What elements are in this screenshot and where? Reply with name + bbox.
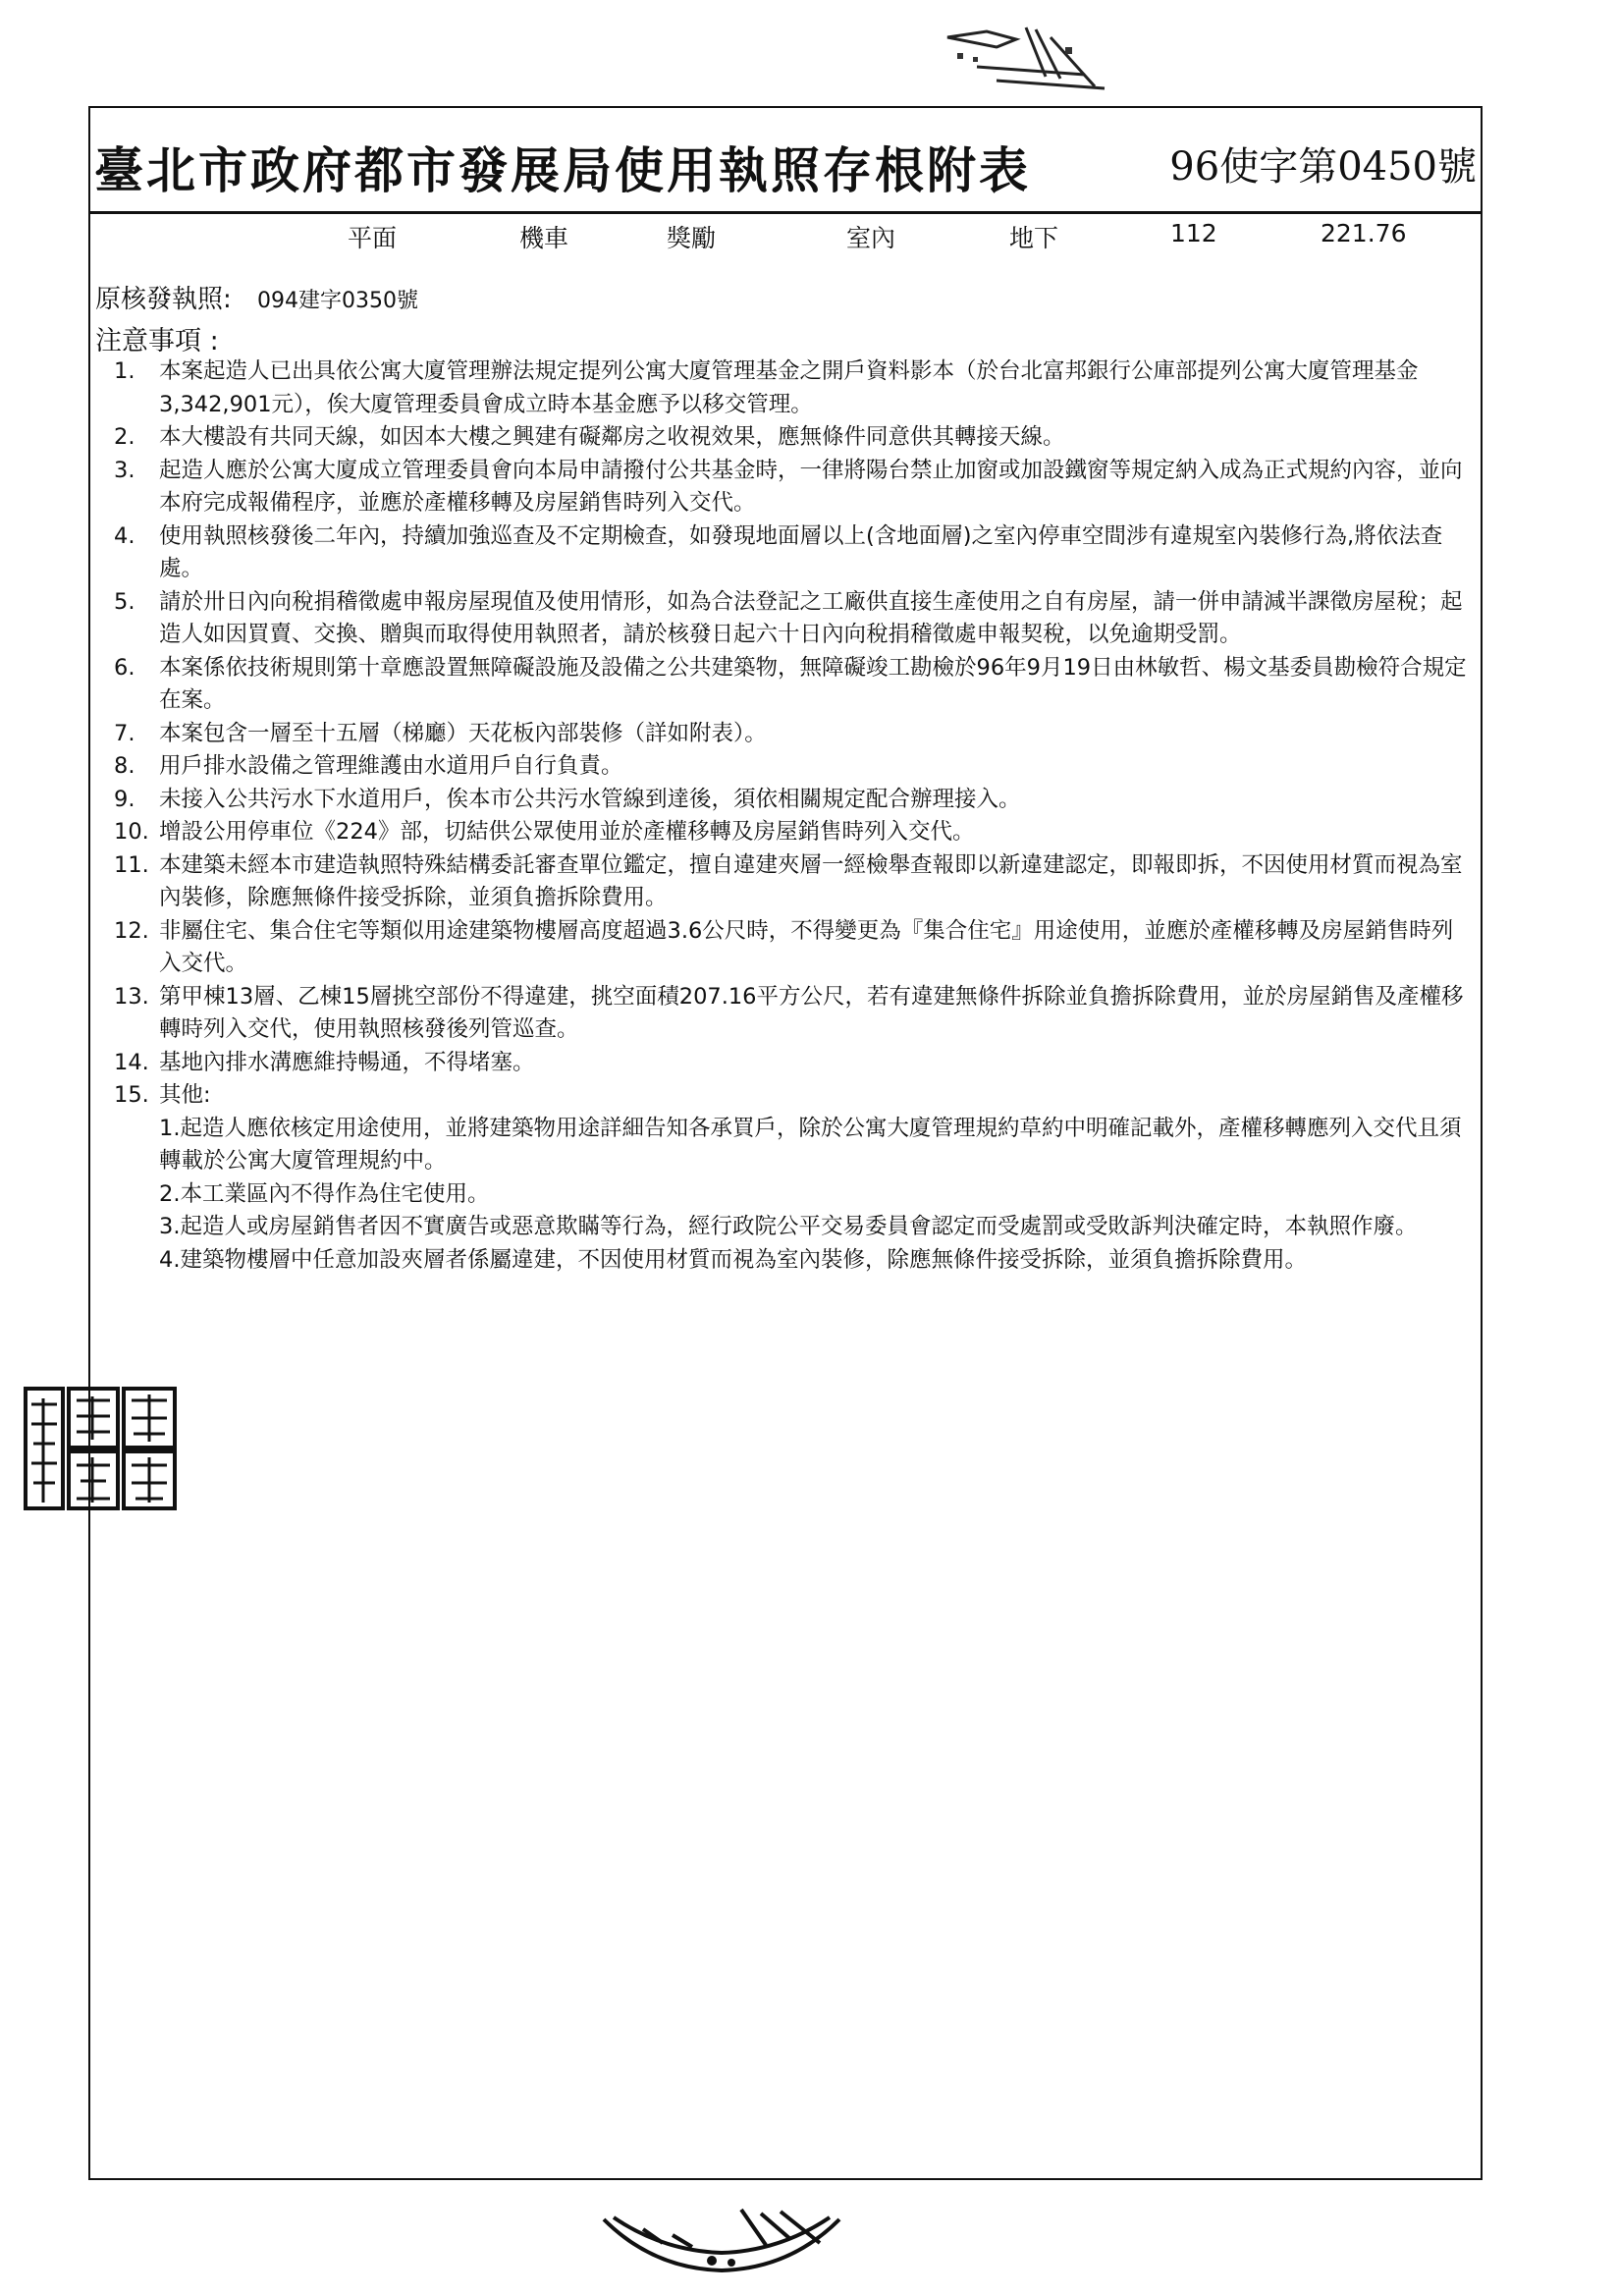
notes-heading: 注意事項 : [95,326,219,356]
note-number: 6. [114,654,135,681]
note-number: 4. [114,522,135,549]
note-number: 3. [114,457,135,483]
note-item [90,520,1473,586]
other-item [159,1178,1473,1212]
bottom-stamp-mark [594,2200,849,2278]
note-number: 5. [114,588,135,615]
note-item [90,750,1473,784]
summary-cell: 112 [1170,219,1217,247]
note-text: 本大樓設有共同天線，如因本大樓之興建有礙鄰房之收視效果，應無條件同意供其轉接天線。 [159,424,1065,450]
note-number: 10. [114,819,149,845]
notes-list [90,355,1473,1277]
note-item [90,355,1473,421]
note-text: 本案包含一層至十五層（梯廳）天花板內部裝修（詳如附表）。 [159,720,767,746]
other-item [159,1244,1473,1278]
note-text: 本案係依技術規則第十章應設置無障礙設施及設備之公共建築物，無障礙竣工勘檢於96年9月19日由林敏哲、楊文基委員勘檢符合規定在案。 [159,654,1467,713]
other-item-number: 2. [159,1180,181,1207]
note-item [90,455,1473,520]
note-text: 未接入公共污水下水道用戶，俟本市公共污水管線到達後，須依相關規定配合辦理接入。 [159,786,1021,812]
summary-cell: 221.76 [1321,219,1407,247]
document-frame [88,106,1483,2180]
note-text: 非屬住宅、集合住宅等類似用途建築物樓層高度超過3.6公尺時，不得變更為『集合住宅』用途使用，並應於產權移轉及房屋銷售時列入交代。 [159,917,1454,976]
summary-cell: 機車 [519,224,569,252]
summary-row [90,219,1481,258]
permit-number: 96使字第0450號 [1169,144,1477,190]
note-number: 9. [114,786,135,812]
note-text: 請於卅日內向稅捐稽徵處申報房屋現值及使用情形，如為合法登記之工廠供直接生產使用之自有房屋，請一併申請減半課徵房屋稅；起造人如因買賣、交換、贈與而取得使用執照者，請於核發日起六十日內向稅捐稽徵處申報契稅，以免逾期受罰。 [159,588,1463,647]
note-item [90,586,1473,652]
note-number: 1. [114,358,135,384]
note-number: 15. [114,1082,149,1108]
note-text: 增設公用停車位《224》部，切結供公眾使用並於產權移轉及房屋銷售時列入交代。 [159,819,975,845]
original-permit-label: 原核發執照: [95,285,232,314]
note-text: 其他: [159,1082,211,1108]
note-text: 本案起造人已出具依公寓大廈管理辦法規定提列公寓大廈管理基金之開戶資料影本（於台北富邦銀行公庫部提列公寓大廈管理基金3,342,901元），俟大廈管理委員會成立時本基金應予以移交管理。 [159,358,1419,417]
note-item [90,784,1473,817]
note-item [90,652,1473,718]
other-item-text: 起造人應依核定用途使用，並將建築物用途詳細告知各承買戶，除於公寓大廈管理規約草約中明確記載外，產權移轉應列入交代且須轉載於公寓大廈管理規約中。 [159,1115,1462,1174]
other-item-text: 本工業區內不得作為住宅使用。 [180,1180,490,1207]
note-number: 13. [114,983,149,1010]
top-stamp-mark [938,18,1114,94]
summary-cell: 室內 [846,224,896,252]
note-item [90,1047,1473,1080]
note-number: 2. [114,424,135,450]
official-seal [22,1385,179,1512]
note-text: 起造人應於公寓大廈成立管理委員會向本局申請撥付公共基金時，一律將陽台禁止加窗或加設鐵窗等規定納入成為正式規約內容，並向本府完成報備程序，並應於產權移轉及房屋銷售時列入交代。 [159,457,1463,516]
note-number: 8. [114,753,135,779]
original-permit [95,279,418,315]
other-item-number: 3. [159,1214,181,1239]
note-item [90,849,1473,915]
note-item [90,915,1473,981]
note-number: 11. [114,851,149,878]
note-item [90,981,1473,1047]
other-item [159,1113,1473,1178]
note-text: 用戶排水設備之管理維護由水道用戶自行負責。 [159,753,623,779]
note-number: 14. [114,1049,149,1075]
note-item [90,1079,1473,1277]
note-item [90,421,1473,455]
note-number: 7. [114,720,135,746]
note-item [90,718,1473,751]
other-item-text: 建築物樓層中任意加設夾層者係屬違建，不因使用材質而視為室內裝修，除應無條件接受拆除，並須負擔拆除費用。 [180,1246,1307,1273]
note-text: 本建築未經本市建造執照特殊結構委託審查單位鑑定，擅自違建夾層一經檢舉查報即以新違建認定，即報即拆，不因使用材質而視為室內裝修，除應無條件接受拆除，並須負擔拆除費用。 [159,851,1463,910]
note-text: 第甲棟13層、乙棟15層挑空部份不得違建，挑空面積207.16平方公尺，若有違建無條件拆除並負擔拆除費用，並於房屋銷售及產權移轉時列入交代，使用執照核發後列管巡查。 [159,983,1464,1042]
summary-cell: 平面 [348,224,398,252]
note-item [90,816,1473,849]
document-title: 臺北市政府都市發展局使用執照存根附表 [94,141,1031,199]
title-row [90,108,1481,214]
note-text: 基地內排水溝應維持暢通，不得堵塞。 [159,1049,535,1075]
other-item-number: 4. [159,1246,181,1273]
other-item-number: 1. [159,1115,181,1141]
summary-cell: 獎勵 [667,224,717,252]
summary-cell: 地下 [1009,224,1059,252]
note-number: 12. [114,917,149,944]
other-items-list [159,1113,1473,1278]
note-text: 使用執照核發後二年內，持續加強巡查及不定期檢查，如發現地面層以上(含地面層)之室內停車空間涉有違規室內裝修行為,將依法查處。 [159,522,1443,581]
other-item-text: 起造人或房屋銷售者因不實廣告或惡意欺瞞等行為，經行政院公平交易委員會認定而受處罰或受敗訴判決確定時，本執照作廢。 [180,1214,1418,1239]
original-permit-value: 094建字0350號 [257,289,419,313]
other-item [159,1211,1473,1244]
